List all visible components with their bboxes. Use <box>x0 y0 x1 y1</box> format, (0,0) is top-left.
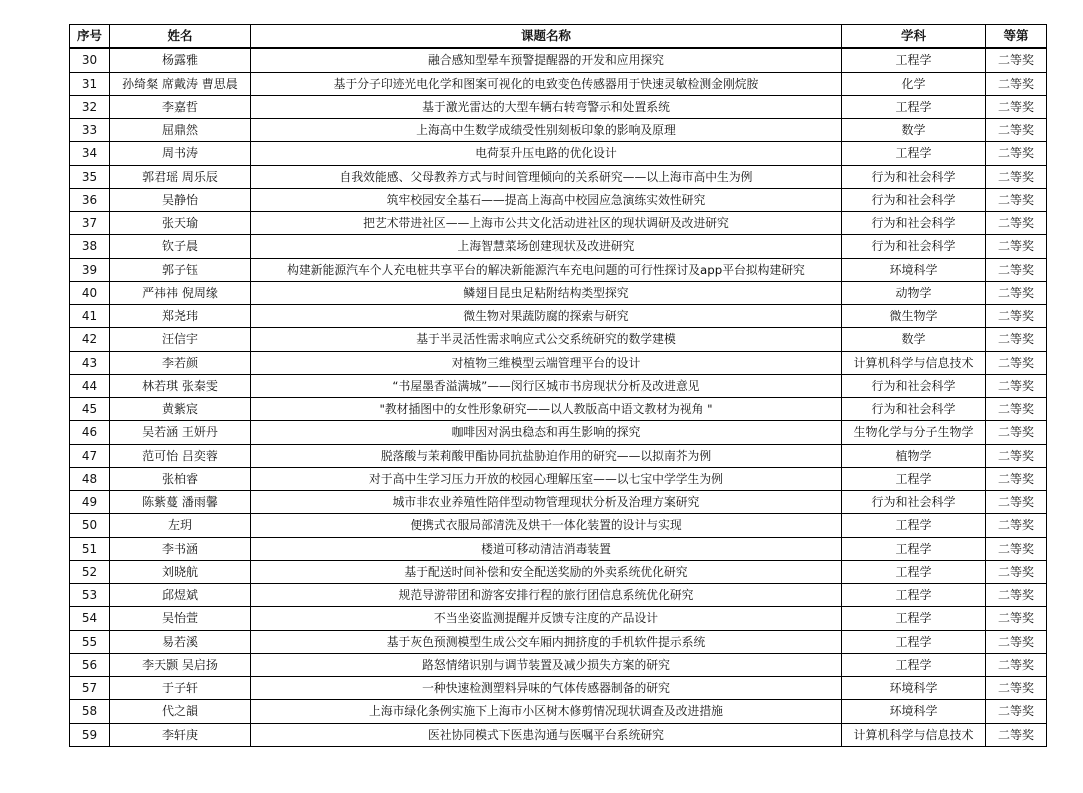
cell-name: 李嘉哲 <box>110 95 251 118</box>
table-row <box>70 95 1047 118</box>
cell-subject: 工程学 <box>842 95 986 118</box>
table-row <box>70 374 1047 397</box>
cell-subject: 化学 <box>842 72 986 95</box>
cell-subject: 工程学 <box>842 48 986 72</box>
cell-name: 代之韻 <box>110 700 251 723</box>
table-row <box>70 421 1047 444</box>
cell-number: 39 <box>70 258 110 281</box>
cell-name: 吴静怡 <box>110 188 251 211</box>
table-row <box>70 328 1047 351</box>
cell-award: 二等奖 <box>986 398 1047 421</box>
table-row <box>70 607 1047 630</box>
cell-number: 43 <box>70 351 110 374</box>
cell-subject: 工程学 <box>842 584 986 607</box>
cell-name: 范可怡 吕奕蓉 <box>110 444 251 467</box>
cell-title: “书屋墨香溢满城”——闵行区城市书房现状分析及改进意见 <box>251 374 842 397</box>
table-row <box>70 142 1047 165</box>
cell-name: 郭子钰 <box>110 258 251 281</box>
cell-award: 二等奖 <box>986 514 1047 537</box>
cell-subject: 行为和社会科学 <box>842 212 986 235</box>
table-row <box>70 514 1047 537</box>
cell-title: 路怒情绪识别与调节装置及减少损失方案的研究 <box>251 653 842 676</box>
cell-name: 孙绮粲 席戴涛 曹思晨 <box>110 72 251 95</box>
table-row <box>70 491 1047 514</box>
cell-award: 二等奖 <box>986 235 1047 258</box>
cell-award: 二等奖 <box>986 374 1047 397</box>
cell-subject: 工程学 <box>842 560 986 583</box>
cell-name: 郭君瑶 周乐辰 <box>110 165 251 188</box>
cell-award: 二等奖 <box>986 421 1047 444</box>
cell-number: 58 <box>70 700 110 723</box>
cell-title: 医社协同模式下医患沟通与医嘱平台系统研究 <box>251 723 842 746</box>
cell-subject: 计算机科学与信息技术 <box>842 351 986 374</box>
cell-name: 易若溪 <box>110 630 251 653</box>
cell-subject: 工程学 <box>842 607 986 630</box>
cell-name: 汪信宇 <box>110 328 251 351</box>
cell-subject: 工程学 <box>842 537 986 560</box>
cell-name: 屈鼎然 <box>110 119 251 142</box>
cell-title: 自我效能感、父母教养方式与时间管理倾向的关系研究——以上海市高中生为例 <box>251 165 842 188</box>
cell-subject: 生物化学与分子生物学 <box>842 421 986 444</box>
cell-subject: 环境科学 <box>842 258 986 281</box>
cell-award: 二等奖 <box>986 119 1047 142</box>
table-row <box>70 165 1047 188</box>
cell-award: 二等奖 <box>986 444 1047 467</box>
header-row <box>70 25 1047 49</box>
cell-number: 35 <box>70 165 110 188</box>
cell-award: 二等奖 <box>986 142 1047 165</box>
cell-title: 上海智慧菜场创建现状及改进研究 <box>251 235 842 258</box>
cell-number: 34 <box>70 142 110 165</box>
table-row <box>70 72 1047 95</box>
cell-title: 便携式衣服局部清洗及烘干一体化装置的设计与实现 <box>251 514 842 537</box>
cell-number: 50 <box>70 514 110 537</box>
cell-award: 二等奖 <box>986 165 1047 188</box>
cell-name: 黄紫宸 <box>110 398 251 421</box>
table-row <box>70 467 1047 490</box>
cell-name: 邱煜斌 <box>110 584 251 607</box>
cell-title: 基于半灵活性需求响应式公交系统研究的数学建模 <box>251 328 842 351</box>
cell-number: 54 <box>70 607 110 630</box>
cell-subject: 计算机科学与信息技术 <box>842 723 986 746</box>
cell-number: 59 <box>70 723 110 746</box>
cell-name: 钦子晨 <box>110 235 251 258</box>
cell-number: 38 <box>70 235 110 258</box>
cell-number: 31 <box>70 72 110 95</box>
cell-name: 杨露雅 <box>110 48 251 72</box>
cell-award: 二等奖 <box>986 700 1047 723</box>
cell-subject: 行为和社会科学 <box>842 374 986 397</box>
table-row <box>70 677 1047 700</box>
cell-title: 咖啡因对涡虫稳态和再生影响的探究 <box>251 421 842 444</box>
cell-name: 郑尧玮 <box>110 305 251 328</box>
cell-title: 基于分子印迹光电化学和图案可视化的电致变色传感器用于快速灵敏检测金刚烷胺 <box>251 72 842 95</box>
cell-number: 48 <box>70 467 110 490</box>
cell-name: 吴怡萱 <box>110 607 251 630</box>
cell-title: 对于高中生学习压力开放的校园心理解压室——以七宝中学学生为例 <box>251 467 842 490</box>
cell-title: 楼道可移动清洁消毒装置 <box>251 537 842 560</box>
cell-award: 二等奖 <box>986 584 1047 607</box>
cell-award: 二等奖 <box>986 328 1047 351</box>
cell-title: 对植物三维模型云端管理平台的设计 <box>251 351 842 374</box>
cell-award: 二等奖 <box>986 72 1047 95</box>
cell-award: 二等奖 <box>986 491 1047 514</box>
cell-subject: 行为和社会科学 <box>842 188 986 211</box>
cell-name: 左玥 <box>110 514 251 537</box>
table-body <box>70 48 1047 746</box>
cell-title: 把艺术带进社区——上海市公共文化活动进社区的现状调研及改进研究 <box>251 212 842 235</box>
cell-number: 32 <box>70 95 110 118</box>
cell-award: 二等奖 <box>986 95 1047 118</box>
cell-subject: 动物学 <box>842 281 986 304</box>
table-row <box>70 560 1047 583</box>
cell-title: 构建新能源汽车个人充电桩共享平台的解决新能源汽车充电问题的可行性探讨及app平台拟构建研究 <box>251 258 842 281</box>
cell-number: 44 <box>70 374 110 397</box>
cell-title: 基于配送时间补偿和安全配送奖励的外卖系统优化研究 <box>251 560 842 583</box>
cell-number: 51 <box>70 537 110 560</box>
cell-name: 李书涵 <box>110 537 251 560</box>
cell-subject: 工程学 <box>842 467 986 490</box>
cell-title: 微生物对果蔬防腐的探索与研究 <box>251 305 842 328</box>
cell-title: 城市非农业养殖性陪伴型动物管理现状分析及治理方案研究 <box>251 491 842 514</box>
cell-name: 李若颜 <box>110 351 251 374</box>
cell-number: 53 <box>70 584 110 607</box>
cell-number: 52 <box>70 560 110 583</box>
cell-title: 基于灰色预测模型生成公交车厢内拥挤度的手机软件提示系统 <box>251 630 842 653</box>
cell-title: 不当坐姿监测提醒并反馈专注度的产品设计 <box>251 607 842 630</box>
cell-name: 张柏睿 <box>110 467 251 490</box>
cell-subject: 行为和社会科学 <box>842 491 986 514</box>
cell-award: 二等奖 <box>986 560 1047 583</box>
table-row <box>70 444 1047 467</box>
cell-award: 二等奖 <box>986 281 1047 304</box>
table-row <box>70 48 1047 72</box>
cell-award: 二等奖 <box>986 258 1047 281</box>
cell-name: 李天颢 吴启扬 <box>110 653 251 676</box>
cell-subject: 行为和社会科学 <box>842 398 986 421</box>
cell-award: 二等奖 <box>986 48 1047 72</box>
cell-subject: 行为和社会科学 <box>842 165 986 188</box>
cell-number: 33 <box>70 119 110 142</box>
table-row <box>70 630 1047 653</box>
cell-title: 脱落酸与茉莉酸甲酯协同抗盐胁迫作用的研究——以拟南芥为例 <box>251 444 842 467</box>
cell-subject: 行为和社会科学 <box>842 235 986 258</box>
cell-award: 二等奖 <box>986 467 1047 490</box>
cell-award: 二等奖 <box>986 723 1047 746</box>
cell-number: 42 <box>70 328 110 351</box>
table-row <box>70 398 1047 421</box>
header-subject: 学科 <box>842 25 986 49</box>
cell-award: 二等奖 <box>986 305 1047 328</box>
table-row <box>70 212 1047 235</box>
cell-title: "教材插图中的女性形象研究——以人教版高中语文教材为视角 " <box>251 398 842 421</box>
cell-award: 二等奖 <box>986 653 1047 676</box>
table-row <box>70 188 1047 211</box>
cell-award: 二等奖 <box>986 607 1047 630</box>
cell-title: 上海高中生数学成绩受性别刻板印象的影响及原理 <box>251 119 842 142</box>
cell-title: 电荷泵升压电路的优化设计 <box>251 142 842 165</box>
cell-number: 41 <box>70 305 110 328</box>
cell-name: 张天瑜 <box>110 212 251 235</box>
cell-subject: 工程学 <box>842 514 986 537</box>
table-row <box>70 700 1047 723</box>
table-row <box>70 235 1047 258</box>
cell-name: 于子轩 <box>110 677 251 700</box>
cell-title: 筑牢校园安全基石——提高上海高中校园应急演练实效性研究 <box>251 188 842 211</box>
header-name: 姓名 <box>110 25 251 49</box>
cell-title: 一种快速检测塑料异味的气体传感器制备的研究 <box>251 677 842 700</box>
cell-subject: 数学 <box>842 328 986 351</box>
header-number: 序号 <box>70 25 110 49</box>
cell-number: 49 <box>70 491 110 514</box>
table-row <box>70 258 1047 281</box>
cell-name: 陈紫蔓 潘雨馨 <box>110 491 251 514</box>
cell-number: 47 <box>70 444 110 467</box>
cell-number: 30 <box>70 48 110 72</box>
header-award: 等第 <box>986 25 1047 49</box>
table-row <box>70 653 1047 676</box>
cell-number: 46 <box>70 421 110 444</box>
cell-subject: 工程学 <box>842 630 986 653</box>
cell-title: 上海市绿化条例实施下上海市小区树木修剪情况现状调查及改进措施 <box>251 700 842 723</box>
cell-number: 45 <box>70 398 110 421</box>
table-row <box>70 281 1047 304</box>
table-row <box>70 584 1047 607</box>
table-row <box>70 351 1047 374</box>
cell-subject: 环境科学 <box>842 700 986 723</box>
cell-name: 周书涛 <box>110 142 251 165</box>
cell-award: 二等奖 <box>986 351 1047 374</box>
cell-award: 二等奖 <box>986 188 1047 211</box>
cell-number: 36 <box>70 188 110 211</box>
cell-number: 40 <box>70 281 110 304</box>
cell-title: 基于激光雷达的大型车辆右转弯警示和处置系统 <box>251 95 842 118</box>
cell-name: 李轩庚 <box>110 723 251 746</box>
cell-subject: 植物学 <box>842 444 986 467</box>
cell-award: 二等奖 <box>986 630 1047 653</box>
cell-award: 二等奖 <box>986 537 1047 560</box>
cell-subject: 数学 <box>842 119 986 142</box>
cell-title: 规范导游带团和游客安排行程的旅行团信息系统优化研究 <box>251 584 842 607</box>
cell-number: 57 <box>70 677 110 700</box>
table-row <box>70 305 1047 328</box>
cell-number: 56 <box>70 653 110 676</box>
cell-title: 融合感知型晕车预警提醒器的开发和应用探究 <box>251 48 842 72</box>
cell-name: 严祎祎 倪周缘 <box>110 281 251 304</box>
cell-name: 林若琪 张秦雯 <box>110 374 251 397</box>
table-row <box>70 723 1047 746</box>
cell-award: 二等奖 <box>986 677 1047 700</box>
cell-award: 二等奖 <box>986 212 1047 235</box>
cell-name: 刘晓航 <box>110 560 251 583</box>
award-table <box>69 24 1047 747</box>
cell-subject: 环境科学 <box>842 677 986 700</box>
table-row <box>70 119 1047 142</box>
cell-number: 55 <box>70 630 110 653</box>
cell-subject: 微生物学 <box>842 305 986 328</box>
header-title: 课题名称 <box>251 25 842 49</box>
cell-subject: 工程学 <box>842 142 986 165</box>
table-row <box>70 537 1047 560</box>
cell-number: 37 <box>70 212 110 235</box>
cell-title: 鳞翅目昆虫足粘附结构类型探究 <box>251 281 842 304</box>
cell-name: 吴若涵 王妍丹 <box>110 421 251 444</box>
cell-subject: 工程学 <box>842 653 986 676</box>
